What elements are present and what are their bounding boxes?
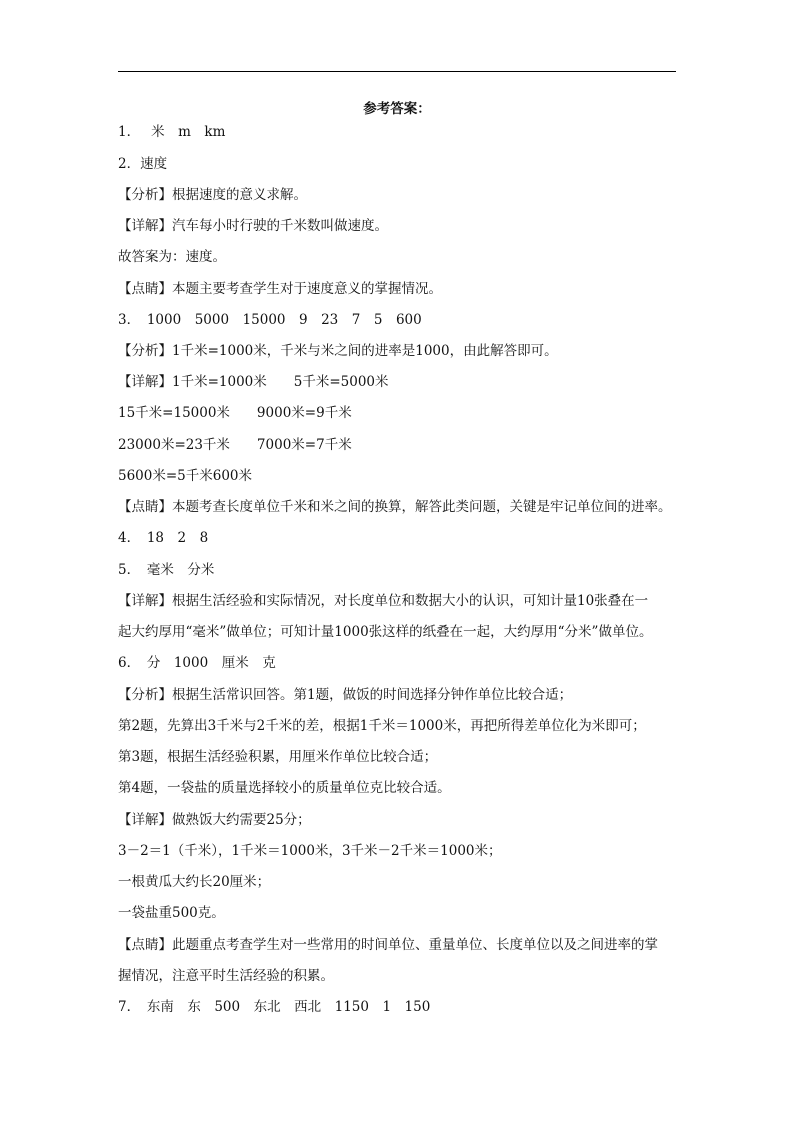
answer-line-1: 1． 米 m km bbox=[118, 124, 226, 140]
analysis-line: 第3题，根据生活经验积累，用厘米作单位比较合适； bbox=[118, 749, 438, 765]
page-title: 参考答案： bbox=[363, 101, 431, 117]
analysis-line: 【分析】根据生活常识回答。第1题，做饭的时间选择分钟作单位比较合适； bbox=[118, 687, 573, 703]
comment-line: 【点睛】本题主要考查学生对于速度意义的掌握情况。 bbox=[118, 281, 442, 297]
comment-line: 握情况，注意平时生活经验的积累。 bbox=[118, 968, 334, 984]
detail-line: 【详解】1千米=1000米 5千米=5000米 bbox=[118, 374, 389, 390]
detail-line: 【详解】汽车每小时行驶的千米数叫做速度。 bbox=[118, 218, 388, 234]
comment-line: 【点睛】此题重点考查学生对一些常用的时间单位、重量单位、长度单位以及之间进率的掌 bbox=[118, 937, 658, 953]
detail-line: 【详解】根据生活经验和实际情况，对长度单位和数据大小的认识，可知计量10张叠在一 bbox=[118, 593, 649, 609]
detail-line: 3－2＝1（千米），1千米＝1000米，3千米－2千米＝1000米； bbox=[118, 843, 502, 859]
detail-line: 5600米=5千米600米 bbox=[118, 468, 253, 484]
analysis-line: 第2题，先算出3千米与2千米的差，根据1千米＝1000米，再把所得差单位化为米即可； bbox=[118, 718, 646, 734]
detail-line: 起大约厚用“毫米”做单位；可知计量1000张这样的纸叠在一起，大约厚用“分米”做单位。 bbox=[118, 624, 653, 640]
answer-line-7: 7． 东南 东 500 东北 西北 1150 1 150 bbox=[118, 999, 431, 1015]
analysis-line: 第4题，一袋盐的质量选择较小的质量单位克比较合适。 bbox=[118, 780, 451, 796]
analysis-line: 【分析】根据速度的意义求解。 bbox=[118, 187, 307, 203]
answer-line-6: 6． 分 1000 厘米 克 bbox=[118, 655, 276, 671]
answer-line-2: 2．速度 bbox=[118, 156, 168, 172]
answer-line-5: 5． 毫米 分米 bbox=[118, 562, 215, 578]
detail-line: 一根黄瓜大约长20厘米； bbox=[118, 874, 271, 890]
detail-line: 15千米=15000米 9000米=9千米 bbox=[118, 405, 352, 421]
analysis-line: 【分析】1千米=1000米，千米与米之间的进率是1000，由此解答即可。 bbox=[118, 343, 558, 359]
comment-line: 【点睛】本题考查长度单位千米和米之间的换算，解答此类问题，关键是牢记单位间的进率。 bbox=[118, 499, 672, 515]
answer-line-4: 4． 18 2 8 bbox=[118, 530, 209, 546]
header-rule bbox=[118, 71, 676, 72]
answer-line-3: 3． 1000 5000 15000 9 23 7 5 600 bbox=[118, 312, 422, 328]
detail-line: 23000米=23千米 7000米=7千米 bbox=[118, 437, 352, 453]
detail-line: 【详解】做熟饭大约需要25分； bbox=[118, 812, 311, 828]
answer-summary-line: 故答案为：速度。 bbox=[118, 249, 226, 265]
detail-line: 一袋盐重500克。 bbox=[118, 905, 225, 921]
